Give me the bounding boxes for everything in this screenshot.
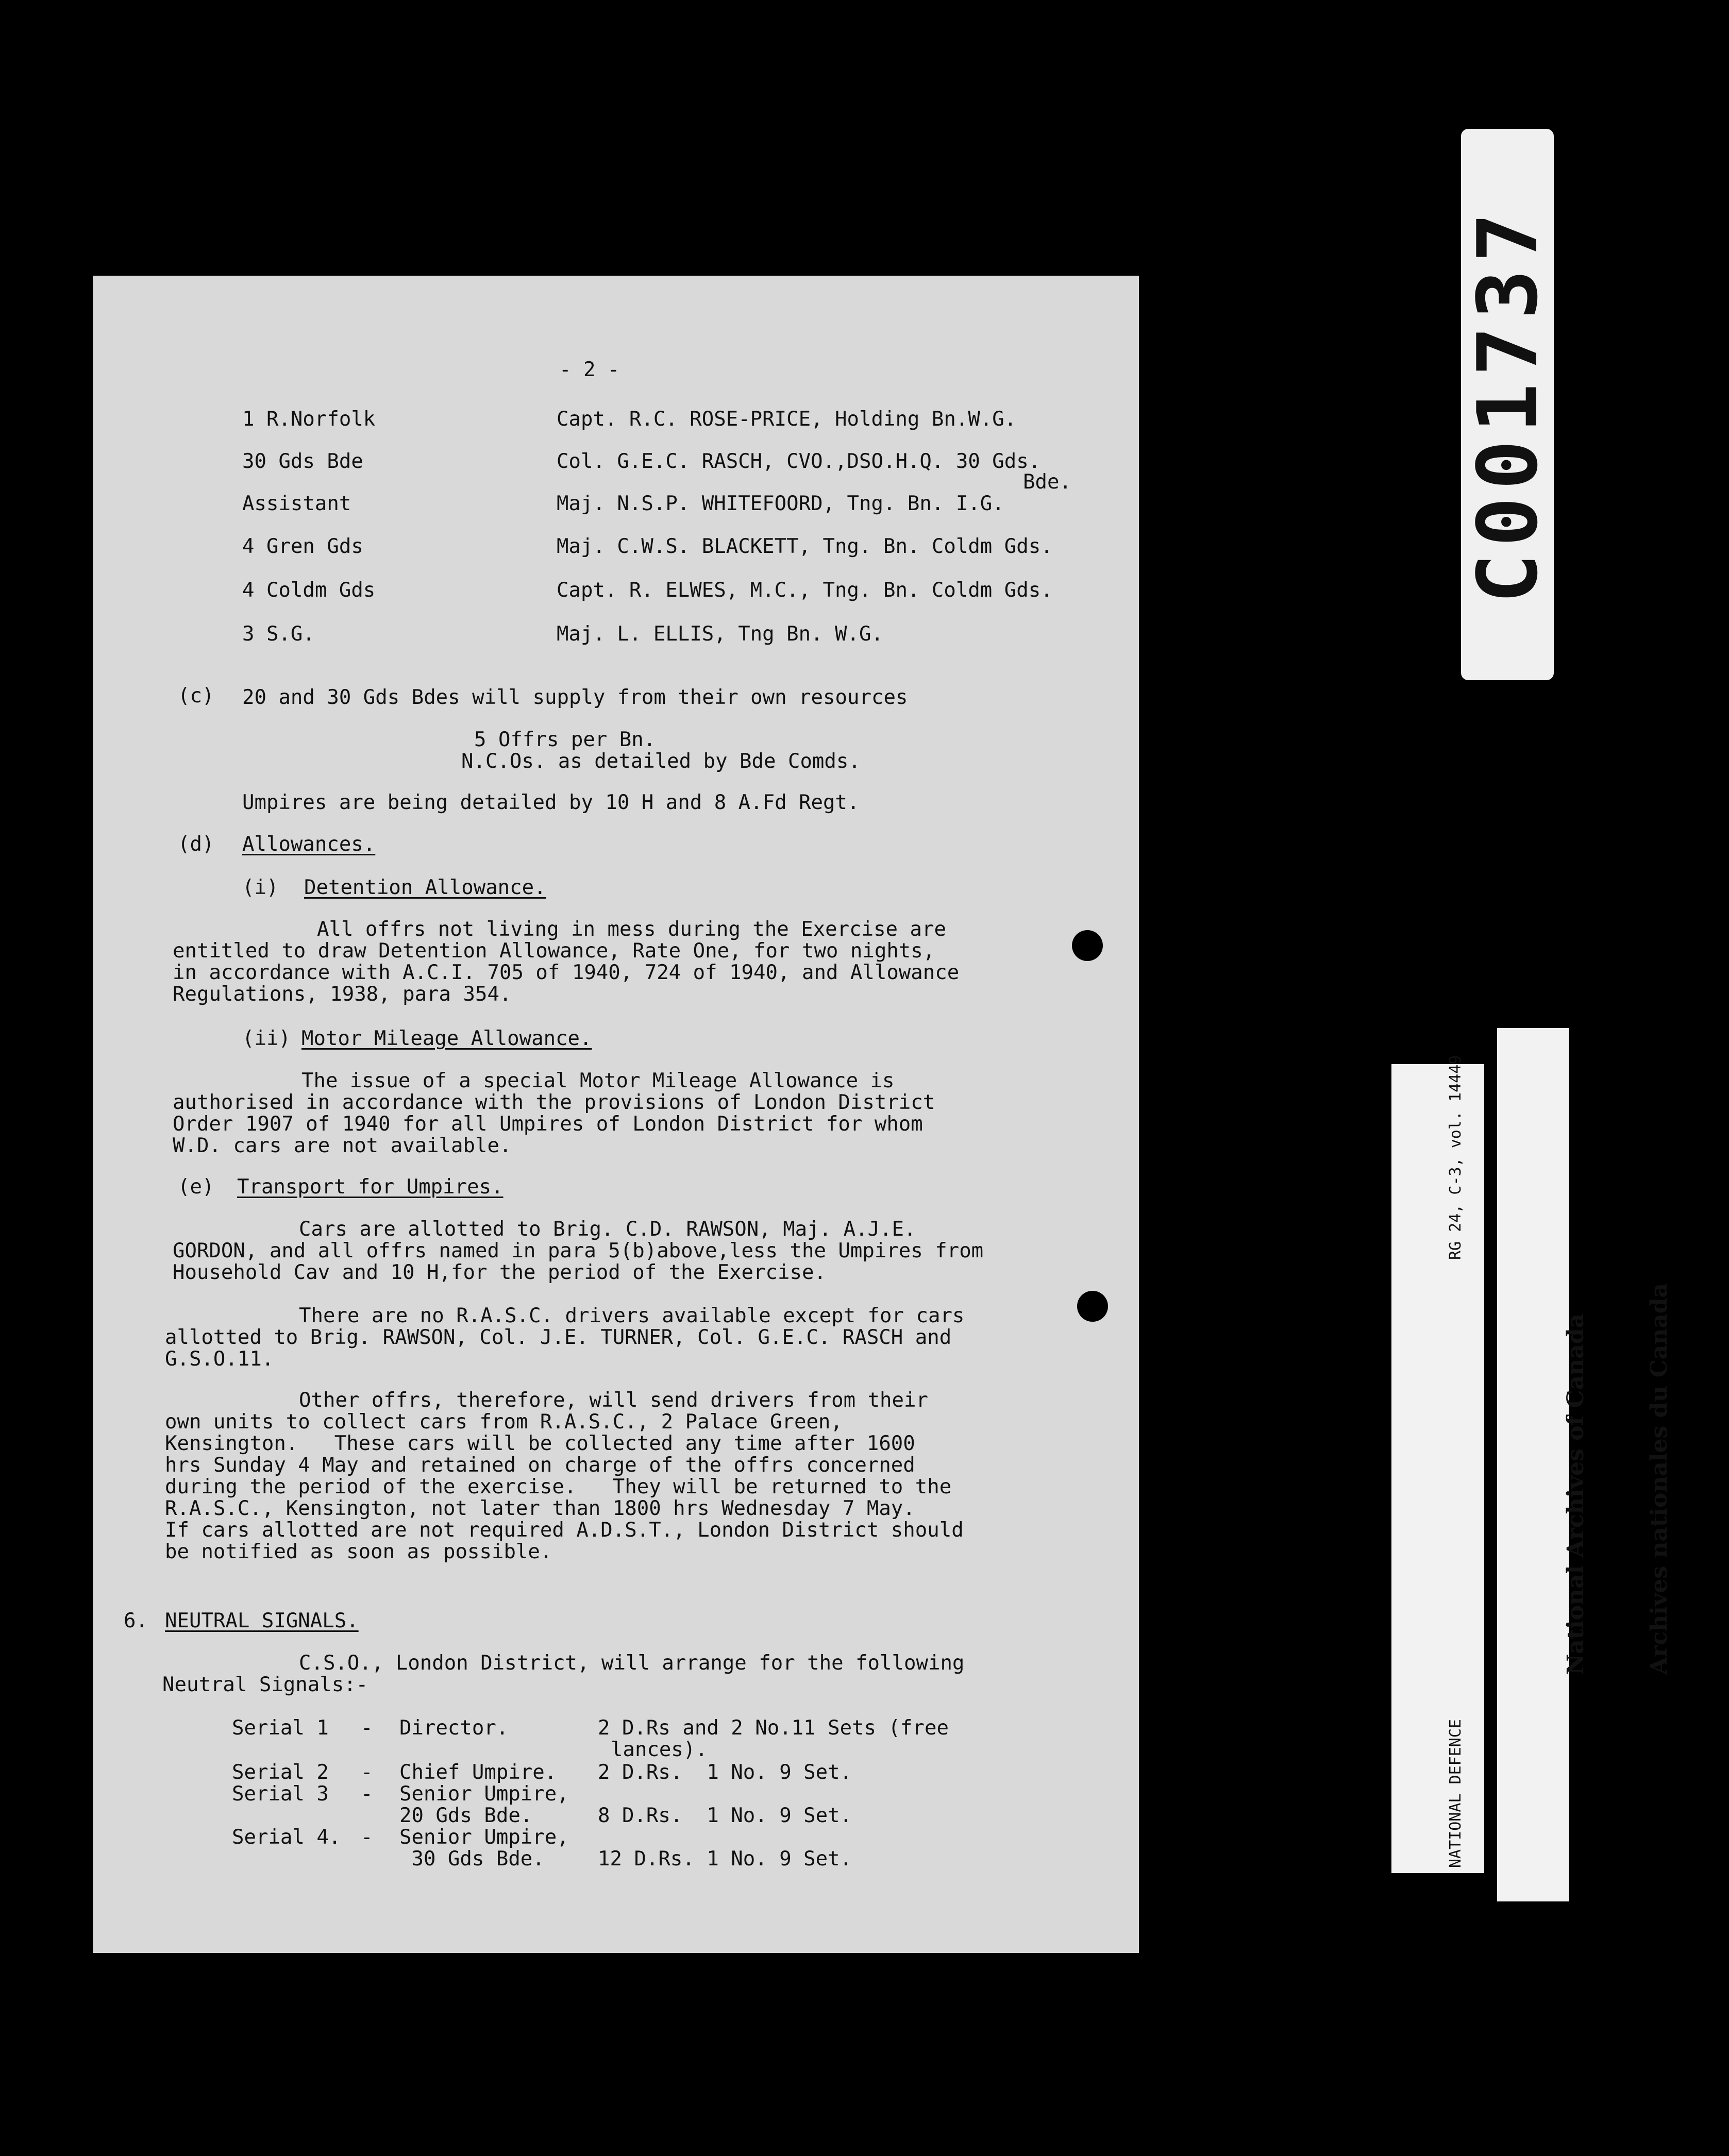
para-d-heading: Allowances. xyxy=(242,833,376,856)
text-line: Household Cav and 10 H,for the period of the Exercise. xyxy=(173,1261,826,1284)
para-6-number: 6. xyxy=(124,1609,148,1632)
serial-alloc: 2 D.Rs. 1 No. 9 Set. xyxy=(598,1761,852,1784)
serial-role: Chief Umpire. xyxy=(399,1761,557,1784)
unit-name: Assistant xyxy=(242,492,351,515)
na-line2: Archives nationales du Canada xyxy=(1646,1283,1672,1675)
sub-i-heading: Detention Allowance. xyxy=(304,876,546,899)
unit-name: 30 Gds Bde xyxy=(242,450,363,473)
unit-officer: Maj. L. ELLIS, Tng Bn. W.G. xyxy=(557,622,883,646)
national-archives-label xyxy=(1497,1028,1672,1901)
text-line: in accordance with A.C.I. 705 of 1940, 724 of 1940, and Allowance xyxy=(173,961,960,984)
text-line: Order 1907 of 1940 for all Umpires of London District for whom xyxy=(173,1113,923,1136)
unit-name: 1 R.Norfolk xyxy=(242,408,376,431)
serial-dash: - xyxy=(361,1761,373,1784)
na-line1: National Archives of Canada xyxy=(1563,1313,1589,1675)
text-line: R.A.S.C., Kensington, not later than 1800 hrs Wednesday 7 May. xyxy=(165,1497,915,1520)
text-line: hrs Sunday 4 May and retained on charge of the offrs concerned xyxy=(165,1454,915,1477)
punch-hole xyxy=(1072,930,1103,961)
archive-number-strip xyxy=(1461,129,1554,680)
unit-officer: Col. G.E.C. RASCH, CVO.,DSO.H.Q. 30 Gds. xyxy=(557,450,1041,473)
punch-hole xyxy=(1077,1291,1108,1322)
text-line: Cars are allotted to Brig. C.D. RAWSON, Maj. A.J.E. xyxy=(299,1218,916,1241)
para-c-line1: 5 Offrs per Bn. xyxy=(474,728,656,751)
serial-role: Senior Umpire, xyxy=(399,1782,569,1806)
serial-role: 20 Gds Bde. xyxy=(399,1804,533,1827)
archive-number: C001737 xyxy=(1459,205,1556,604)
sub-ii-heading: Motor Mileage Allowance. xyxy=(301,1027,592,1050)
unit-name: 4 Gren Gds xyxy=(242,535,363,558)
unit-name: 4 Coldm Gds xyxy=(242,579,376,602)
unit-officer: Maj. C.W.S. BLACKETT, Tng. Bn. Coldm Gds. xyxy=(557,535,1053,558)
nd-line1: NATIONAL DEFENCE xyxy=(1447,1719,1465,1868)
text-line: Other offrs, therefore, will send drivers from their xyxy=(299,1389,928,1412)
serial-label: Serial 4. xyxy=(232,1826,341,1849)
serial-label: Serial 3 xyxy=(232,1782,329,1806)
sub-i-label: (i) xyxy=(242,876,279,899)
sub-ii-label: (ii) xyxy=(242,1027,291,1050)
serial-label: Serial 2 xyxy=(232,1761,329,1784)
serial-dash: - xyxy=(361,1826,373,1849)
text-line: Kensington. These cars will be collected any time after 1600 xyxy=(165,1432,915,1455)
text-line: own units to collect cars from R.A.S.C., 2 Palace Green, xyxy=(165,1410,843,1434)
para-d-label: (d) xyxy=(178,833,214,856)
text-line: be notified as soon as possible. xyxy=(165,1540,552,1563)
text-line: G.S.O.11. xyxy=(165,1348,274,1371)
para-e-heading: Transport for Umpires. xyxy=(237,1175,503,1199)
text-line: allotted to Brig. RAWSON, Col. J.E. TURNER, Col. G.E.C. RASCH and xyxy=(165,1326,952,1349)
text-line: GORDON, and all offrs named in para 5(b)above,less the Umpires from xyxy=(173,1239,984,1262)
para-6-heading: NEUTRAL SIGNALS. xyxy=(165,1609,359,1632)
serial-alloc: 8 D.Rs. 1 No. 9 Set. xyxy=(598,1804,852,1827)
para-c-label: (c) xyxy=(178,684,214,708)
text-line: authorised in accordance with the provisions of London District xyxy=(173,1091,935,1114)
serial-dash: - xyxy=(361,1716,373,1740)
serial-label: Serial 1 xyxy=(232,1716,329,1740)
unit-officer: Capt. R. ELWES, M.C., Tng. Bn. Coldm Gds. xyxy=(557,579,1053,602)
unit-name: 3 S.G. xyxy=(242,622,315,646)
text-line: There are no R.A.S.C. drivers available except for cars xyxy=(299,1304,965,1327)
text-line: C.S.O., London District, will arrange for the following xyxy=(299,1652,965,1675)
text-line: Regulations, 1938, para 354. xyxy=(173,983,512,1006)
serial-role: Director. xyxy=(399,1716,509,1740)
text-line: Neutral Signals:- xyxy=(162,1673,368,1696)
text-line: during the period of the exercise. They will be returned to the xyxy=(165,1475,952,1498)
text-line: entitled to draw Detention Allowance, Rate One, for two nights, xyxy=(173,939,935,963)
rg-line1: RG 24, C-3, vol. 14449 xyxy=(1447,1055,1465,1260)
record-group-label xyxy=(1391,1055,1484,1873)
para-e-label: (e) xyxy=(178,1175,214,1199)
page-number: - 2 - xyxy=(559,358,620,381)
para-c-line2: N.C.Os. as detailed by Bde Comds. xyxy=(461,750,861,773)
serial-role: 30 Gds Bde. xyxy=(399,1847,545,1871)
para-c-text: 20 and 30 Gds Bdes will supply from their own resources xyxy=(242,686,908,709)
serial-alloc: 2 D.Rs and 2 No.11 Sets (free xyxy=(598,1716,949,1740)
serial-dash: - xyxy=(361,1782,373,1806)
unit-officer: Maj. N.S.P. WHITEFOORD, Tng. Bn. I.G. xyxy=(557,492,1004,515)
serial-alloc: lances). xyxy=(611,1738,708,1761)
text-line: All offrs not living in mess during the Exercise are xyxy=(317,918,946,941)
serial-alloc: 12 D.Rs. 1 No. 9 Set. xyxy=(598,1847,852,1871)
officer-continuation: Bde. xyxy=(1023,470,1071,494)
text-line: The issue of a special Motor Mileage Allowance is xyxy=(301,1069,895,1092)
unit-officer: Capt. R.C. ROSE-PRICE, Holding Bn.W.G. xyxy=(557,408,1017,431)
document-page xyxy=(93,276,1139,1953)
serial-role: Senior Umpire, xyxy=(399,1826,569,1849)
para-c-umpires: Umpires are being detailed by 10 H and 8 A.Fd Regt. xyxy=(242,791,860,814)
text-line: W.D. cars are not available. xyxy=(173,1134,512,1157)
text-line: If cars allotted are not required A.D.S.T., London District should xyxy=(165,1519,964,1542)
